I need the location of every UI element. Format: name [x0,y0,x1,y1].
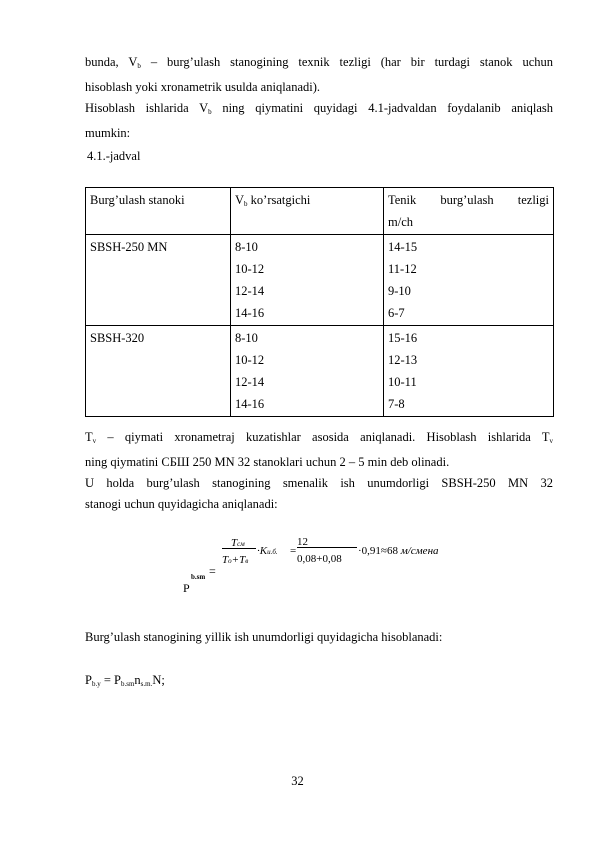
table-cell: SBSH-250 MN [86,235,231,326]
formula-eq: = [209,564,216,578]
formula-num2: 12 [297,536,308,548]
table-row [86,326,554,417]
table-header-row [86,188,554,235]
text-line: stanogi uchun quyidagicha aniqlanadi: [85,497,278,511]
header-cell: Burg’ulash stanoki [86,188,231,235]
document-body [85,52,553,695]
header-cell: Tenik burg’ulash tezligi m/ch [384,188,554,235]
data-table [85,187,554,417]
text-line: mumkin: [85,126,131,140]
table-cell: 8-10 10-12 12-14 14-16 [231,235,384,326]
formula-P-sub: b.sm [191,573,206,581]
paragraph-tv [85,427,553,515]
table-row [86,235,554,326]
formula-eq2: = [290,545,297,557]
formula-result: ·0,91≈68 м/смена [358,545,439,557]
text-line: $T_v$ – qiymati xronametraj kuzatishlar asosida aniqlanadi. Hisoblash ishlarida $T_v$ [85,430,553,445]
text-line: hisoblash yoki xronametrik usulda aniqlanadi). [85,80,321,94]
formula [85,521,553,601]
formula-K: ·Kи.б. [257,545,278,557]
text-line: bunda, $V_b$ – burg’ulash stanogining texnik tezligi (har bir turdagi stanok uchun [85,55,553,70]
text-line: U holda burg’ulash stanogining smenalik ish unumdorligi SBSH-250 MN 32 [85,476,553,490]
formula-annual: $P_{b.y} = P_{b.sm}n_{s.m.}N$; [85,673,165,688]
text-line: Hisoblash ishlarida $V_b$ ning qiymatini quyidagi 4.1-jadvaldan foydalanib aniqlash [85,101,554,116]
paragraph-annual: Burg’ulash stanogining yillik ish unumdorligi quyidagicha hisoblanadi: [85,630,443,644]
formula-den: To+Tв [222,554,249,566]
formula-num: Tсм [231,537,245,549]
fraction-line [222,548,256,549]
table-caption: 4.1.-jadval [87,149,141,163]
text-line: ning qiymatini СБШ 250 MN 32 stanoklari uchun 2 – 5 min deb olinadi. [85,455,450,469]
table-cell: 15-16 12-13 10-11 7-8 [384,326,554,417]
header-cell: $V_b$ ko’rsatgichi [231,188,384,235]
table-cell: 8-10 10-12 12-14 14-16 [231,326,384,417]
table-cell: SBSH-320 [86,326,231,417]
paragraph-intro [85,52,553,144]
formula-den2: 0,08+0,08 [297,553,342,565]
fraction-line [297,547,357,548]
page-number: 32 [291,774,304,788]
table-cell: 14-15 11-12 9-10 6-7 [384,235,554,326]
formula-P: P [183,581,190,595]
